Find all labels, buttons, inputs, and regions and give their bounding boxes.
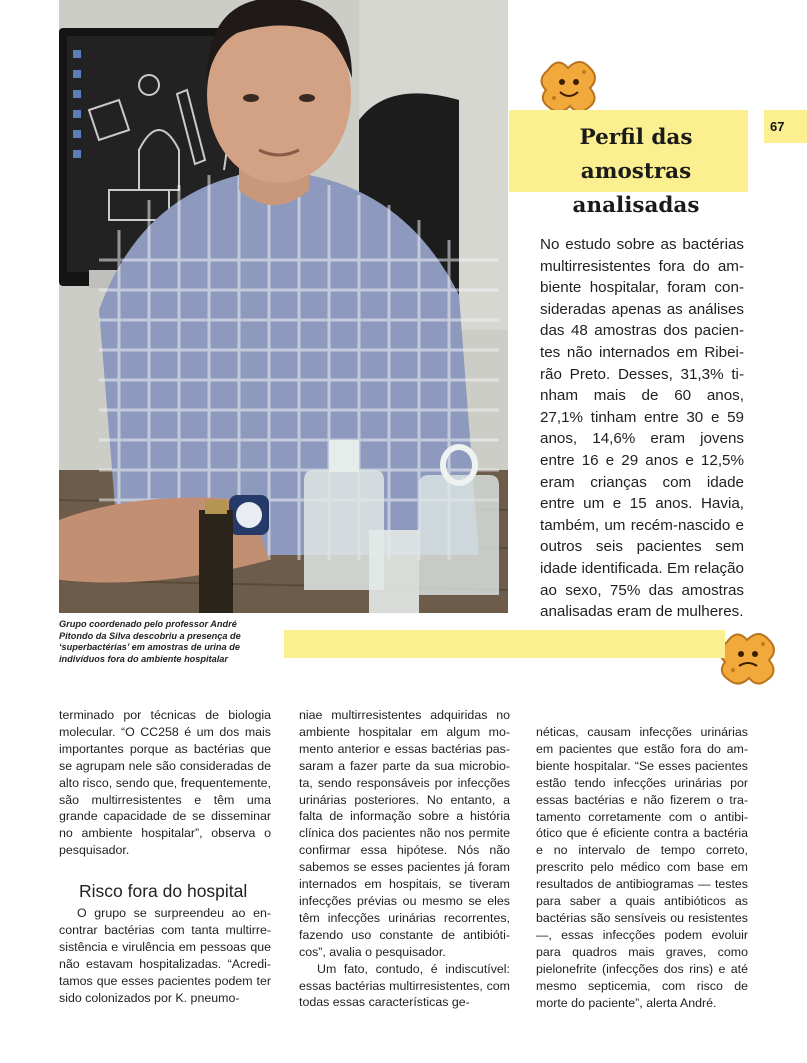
photo-illustration <box>59 0 508 613</box>
article-paragraph: néticas, causam infecções urinárias em pacientes que estão fora do ambiente hospitalar. “Se esses pacientes estão tendo infecções urinárias por essas bactérias e não fizerem o tratamento corretamente com o antibiótico que é eficiente contra a bactéria e no intervalo de tempo correto, prescrito pelo médico com base em resultados de antibiogramas — testes para saber a quais antibióticos as bactérias são sensíveis ou resistentes —, essas infecções podem evoluir para quadros mais graves, como pielonefrite (infecções dos rins) e até mesmo septicemia, com risco de morte do paciente”, alerta André. <box>536 725 748 1010</box>
page-number-tab <box>764 110 807 143</box>
article-photo <box>59 0 508 613</box>
box-title: Perfil das amostras analisadas <box>572 125 700 218</box>
bacteria-mascot-icon <box>717 630 779 686</box>
article-paragraph: O grupo se surpreendeu ao encontrar bactérias com tanta multirresistência e virulência em pessoas que não estavam hospitalizadas. “Acreditamos que esses pacientes podem ter sido colonizados por K. pneumo- <box>59 906 271 1005</box>
section-subheading: Risco fora do hospital <box>79 881 248 902</box>
article-paragraph: terminado por técnicas de biologia molecular. “O CC258 é um dos mais importantes porque as bactérias que se agrupam nele são consideradas de alto risco, sendo que, frequentemente, são multirresistentes e têm uma grande capacidade de se disseminar no ambiente hospitalar”, observa o pesquisador. <box>59 708 271 858</box>
page-number: 67 <box>770 119 785 134</box>
bacteria-mascot-icon <box>538 58 600 114</box>
section-divider-band <box>284 630 725 658</box>
article-paragraph: niae multirresistentes adquiridas no ambiente hospitalar em algum momento anterior e essas bactérias passaram a fazer parte da sua microbiota, sendo responsáveis por infecções urinárias posteriores. No entanto, a falta de informação sobre a história clínica dos pacientes não nos permite confirmar essa hipótese. Nós não sabemos se esses pacientes já foram internados em hospitais, se tiveram infecções prévias ou mesmo se eles têm infecções urinárias recorrentes, fazendo uso constante de antibióticos”, avalia o pesquisador. <box>299 708 510 959</box>
article-column-3 <box>536 724 748 1011</box>
article-column-1 <box>59 707 271 1007</box>
photo-caption: Grupo coordenado pelo professor André Pitondo da Silva descobriu a presença de ‘superbactérias’ em amostras de urina de indivíduos fora do ambiente hospitalar <box>59 619 241 664</box>
article-column-2 <box>299 707 510 1011</box>
article-paragraph: Um fato, contudo, é indiscutível: essas bactérias multirresistentes, com todas essas características ge- <box>299 961 510 1010</box>
box-body-text: No estudo sobre as bactérias multirresistentes fora do ambiente hospitalar, foram consideradas apenas as análises das 48 amostras dos pacientes não internados em Ribeirão Preto. Desses, 31,3% tinham mais de 60 anos, 27,1% tinham entre 30 e 59 anos, 14,6% eram jovens entre 16 e 29 anos e 12,5% eram crianças com idade entre um e 15 anos. Havia, também, um recém-nascido e outros seis pacientes sem idade identificada. Em relação ao sexo, 75% das amostras analisadas eram de mulheres. <box>540 236 744 621</box>
